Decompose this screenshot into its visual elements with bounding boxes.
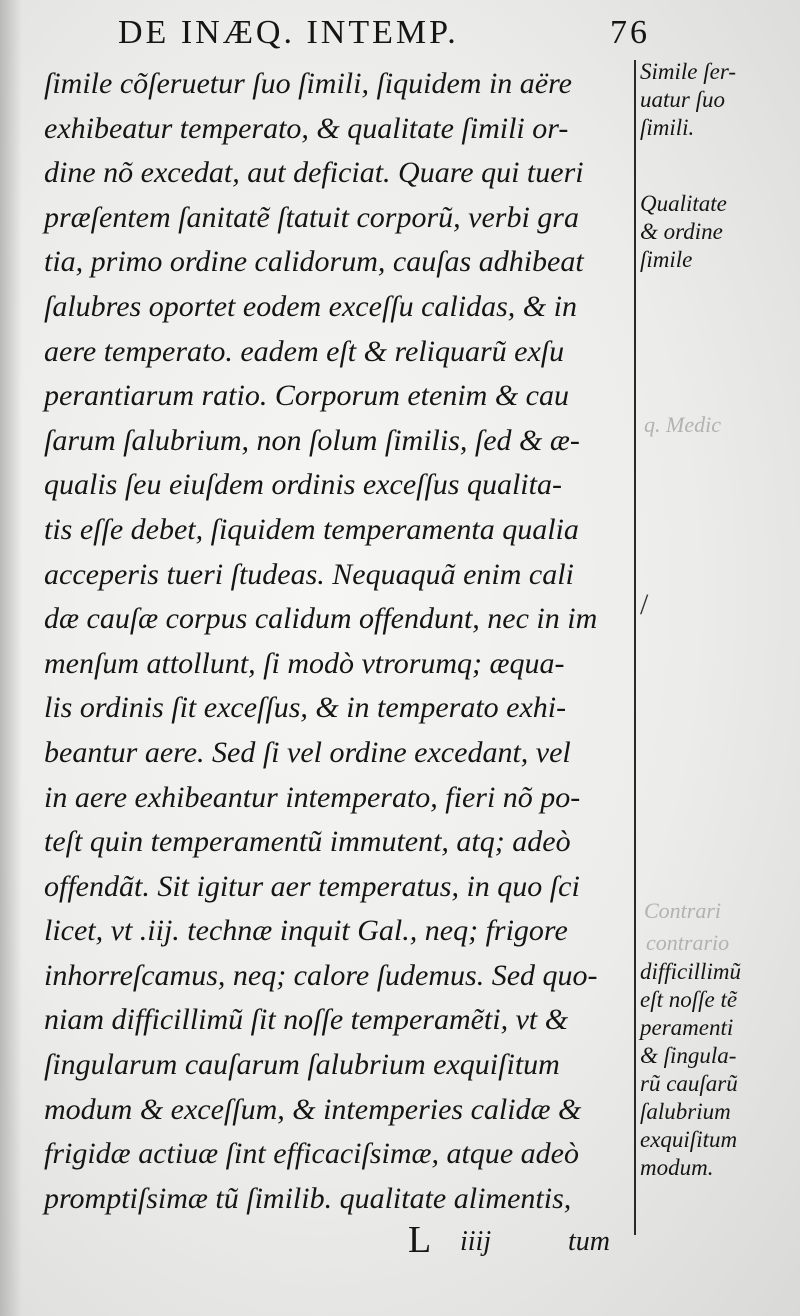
page-footer: [408, 1218, 638, 1264]
marginal-line: modum.: [640, 1155, 714, 1180]
text-line: aere temperato. eadem eſt & reliquarũ exſu: [44, 334, 565, 368]
text-line: tis eſſe debet, ſiquidem temperamenta qualia: [44, 512, 579, 546]
page-gutter-shadow: [0, 0, 22, 1316]
text-line: inhorreſcamus, neq; calore ſudemus. Sed quo-: [44, 958, 598, 992]
marginal-line: Simile ſer-: [640, 59, 736, 84]
text-line: acceperis tueri ſtudeas. Nequaquã enim cali: [44, 557, 574, 591]
marginal-note-simile: [640, 58, 800, 142]
text-line: in aere exhibeantur intemperato, fieri nõ po-: [44, 780, 581, 814]
running-title: DE INÆQ. INTEMP.: [118, 14, 459, 51]
text-line: lis ordinis ſit exceſſus, & in temperato exhi-: [44, 691, 567, 725]
running-header: [118, 14, 658, 64]
marginal-line: exquiſitum: [640, 1127, 738, 1152]
marginal-line: eſt noſſe tẽ: [640, 987, 738, 1012]
text-line: ſimile cõſeruetur ſuo ſimili, ſiquidem in aëre: [44, 67, 572, 100]
text-line: modum & exceſſum, & intemperies calidæ &: [44, 1092, 582, 1126]
signature-mark: L: [408, 1219, 432, 1261]
text-line: dæ cauſæ corpus calidum offendunt, nec in im: [44, 602, 598, 636]
marginal-line: & ſingula-: [640, 1043, 737, 1068]
bleed-through-text: contrario: [646, 930, 730, 955]
marginal-line: difficillimũ: [640, 959, 741, 984]
margin-rule: [634, 60, 636, 1235]
marginal-line: peramenti: [640, 1015, 734, 1040]
text-line: menſum attollunt, ſi modò vtrorumq; æqua-: [44, 646, 565, 680]
text-line: niam difficillimũ ſit noſſe temperamẽti, vt &: [44, 1003, 569, 1037]
main-text-block: [44, 62, 629, 1221]
text-line: frigidæ actiuæ ſint efficaciſsimæ, atque adeò: [44, 1137, 579, 1171]
text-line: præſentem ſanitatẽ ſtatuit corporũ, verbi gra: [44, 200, 579, 234]
margin-tick-mark: /: [640, 588, 649, 621]
text-line: offendãt. Sit igitur aer temperatus, in quo ſci: [44, 869, 580, 903]
text-line: qualis ſeu eiuſdem ordinis exceſſus qualita-: [44, 468, 562, 502]
page-number: 76: [610, 14, 650, 51]
marginal-note-qualitate: [640, 190, 800, 274]
text-line: beantur aere. Sed ſi vel ordine excedant, vel: [44, 735, 571, 769]
marginal-line: & ordine: [640, 219, 723, 244]
signature-number: iiij: [460, 1226, 492, 1257]
text-line: dine nõ excedat, aut deficiat. Quare qui tueri: [44, 156, 584, 190]
marginal-line: Qualitate: [640, 191, 727, 216]
text-line: perantiarum ratio. Corporum etenim & cau: [44, 379, 569, 413]
marginal-line: rũ cauſarũ: [640, 1071, 738, 1096]
text-line: promptiſsimæ tũ ſimilib. qualitate alimentis,: [44, 1181, 572, 1215]
text-line: licet, vt .iij. technæ inquit Gal., neq; frigore: [44, 914, 568, 948]
text-line: ſalubres oportet eodem exceſſu calidas, & in: [44, 289, 577, 323]
catchword: tum: [568, 1226, 610, 1257]
marginal-line: ſimili.: [640, 115, 695, 140]
text-line: ſarum ſalubrium, non ſolum ſimilis, ſed & æ-: [44, 423, 580, 457]
marginal-line: ſimile: [640, 247, 693, 272]
text-line: ſingularum cauſarum ſalubrium exquiſitum: [44, 1048, 560, 1082]
text-line: tia, primo ordine calidorum, cauſas adhibeat: [44, 245, 584, 279]
text-line: teſt quin temperamentũ immutent, atq; adeò: [44, 825, 571, 859]
text-line: exhibeatur temperato, & qualitate ſimili or-: [44, 111, 569, 145]
bleed-through-text: q. Medic: [644, 412, 721, 437]
marginal-note-difficillimum: [640, 958, 800, 1182]
marginal-line: ſalubrium: [640, 1099, 731, 1124]
marginal-line: uatur ſuo: [640, 87, 725, 112]
bleed-through-text: Contrari: [644, 898, 722, 923]
